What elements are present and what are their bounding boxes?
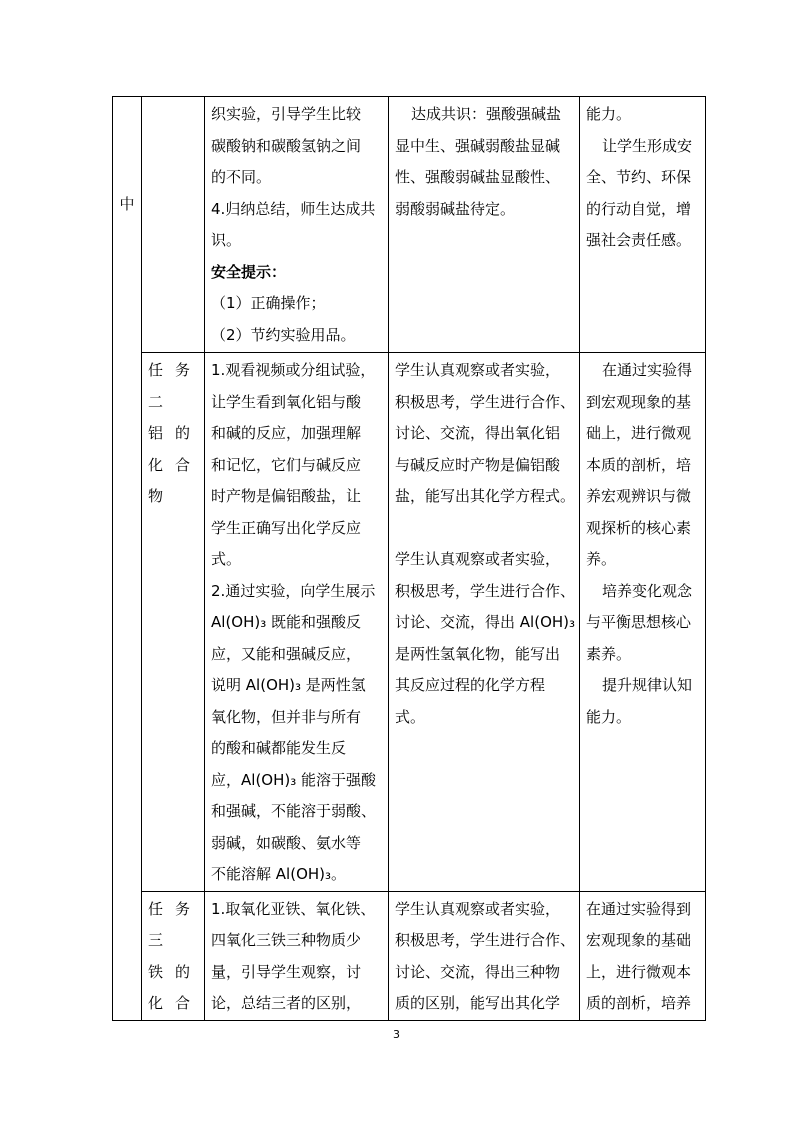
task-cell-empty — [142, 97, 205, 353]
text-line: 弱碱，如碳酸、氨水等 — [211, 833, 362, 852]
text-line: 养。 — [586, 550, 617, 568]
text-line: 识。 — [211, 231, 242, 249]
text-line: 强社会责任感。 — [586, 231, 692, 249]
task-cell — [142, 353, 205, 892]
text-line: 能力。 — [586, 707, 632, 726]
activity-cell — [205, 97, 389, 353]
text-line: 学生认真观察或者实验， — [395, 550, 561, 568]
text-line: 质的剖析，培养 — [586, 994, 692, 1012]
safety-title: 安全提示： — [211, 262, 287, 281]
text-line: 1.观看视频或分组试验， — [211, 361, 376, 379]
student-cell — [389, 353, 580, 892]
intent-cell — [580, 97, 706, 353]
text-line: 积极思考，学生进行合作、 — [395, 931, 576, 949]
task-label: 铝的 — [148, 424, 203, 442]
text-line: 不能溶解 Al(OH)₃。 — [211, 865, 347, 883]
text-line: 式。 — [211, 550, 242, 568]
text-line: 学生正确写出化学反应 — [211, 518, 362, 537]
text-line: 2.通过实验，向学生展示 — [211, 581, 376, 600]
text-line: 质的区别，能写出其化学 — [395, 994, 561, 1012]
text-line: 讨论、交流，得出氧化铝 — [395, 424, 561, 442]
activity-cell — [205, 891, 389, 1020]
text-line: 让学生看到氧化铝与酸 — [211, 392, 362, 411]
student-cell — [389, 891, 580, 1020]
text-line: 积极思考，学生进行合作、 — [395, 392, 576, 411]
intent-cell — [580, 891, 706, 1020]
text-line: 应，又能和强碱反应， — [211, 644, 362, 663]
text-line: 上，进行微观本 — [586, 962, 692, 981]
text-line: 本质的剖析，培 — [586, 455, 692, 474]
text-line: 学生认真观察或者实验， — [395, 899, 561, 918]
text-line: 和强碱，不能溶于弱酸、 — [211, 802, 377, 820]
task-label: 任务 — [148, 361, 203, 379]
text-line: 1.取氧化亚铁、氧化铁、 — [211, 899, 376, 918]
text-line: 讨论、交流，得出三种物 — [395, 962, 561, 981]
table-row — [113, 891, 706, 1020]
section-cell — [113, 97, 142, 1021]
task-cell — [142, 891, 205, 1020]
text-line: 与碱反应时产物是偏铝酸 — [395, 455, 561, 474]
intent-cell — [580, 353, 706, 892]
text-line: 达成共识：强酸强碱盐 — [411, 105, 562, 123]
text-line: 盐，能写出其化学方程式。 — [395, 487, 576, 505]
text-line: 其反应过程的化学方程 — [395, 676, 546, 694]
text-line: 础上，进行微观 — [586, 424, 692, 442]
text-line: 氧化物，但并非与所有 — [211, 707, 362, 726]
text-line: 在通过实验得到 — [586, 899, 692, 918]
task-label: 三 — [148, 931, 176, 949]
text-line: 到宏观现象的基 — [586, 392, 692, 411]
text-line: 积极思考，学生进行合作、 — [395, 581, 576, 600]
text-line: 学生认真观察或者实验， — [395, 361, 561, 379]
text-line: 宏观现象的基础 — [586, 931, 692, 949]
text-line: 时产物是偏铝酸盐，让 — [211, 487, 362, 505]
task-label: 任务 — [148, 899, 203, 918]
activity-cell — [205, 353, 389, 892]
task-label: 化合 — [148, 455, 203, 474]
table-row — [113, 97, 706, 353]
safety-item: （1）正确操作； — [211, 294, 326, 312]
text-line: 观探析的核心素 — [586, 518, 692, 537]
text-line: 提升规律认知 — [602, 676, 693, 694]
text-line: 织实验，引导学生比较 — [211, 105, 362, 123]
text-line: 素养。 — [586, 644, 632, 663]
text-line: 在通过实验得 — [602, 361, 693, 379]
text-line: 论，总结三者的区别， — [211, 994, 362, 1012]
text-line: 弱酸弱碱盐待定。 — [395, 199, 516, 218]
text-line: 能力。 — [586, 105, 632, 123]
text-line: 显中生、强碱弱酸盐显碱 — [395, 136, 561, 155]
text-line: 与平衡思想核心 — [586, 613, 692, 631]
safety-item: （2）节约实验用品。 — [211, 325, 356, 344]
text-line: 的行动自觉，增 — [586, 199, 692, 218]
text-line: 培养变化观念 — [602, 581, 693, 600]
task-label: 铁的 — [148, 962, 203, 981]
text-line: 碳酸钠和碳酸氢钠之间 — [211, 136, 362, 155]
spacer — [395, 513, 575, 545]
section-label: 中 — [119, 195, 135, 213]
text-line: Al(OH)₃ 既能和强酸反 — [211, 613, 362, 631]
text-line: 4.归纳总结，师生达成共 — [211, 199, 376, 218]
table-row — [113, 353, 706, 892]
task-label: 物 — [148, 487, 176, 505]
text-line: 性、强酸弱碱盐显酸性、 — [395, 168, 561, 186]
text-line: 量，引导学生观察，讨 — [211, 962, 362, 981]
text-line: 讨论、交流，得出 Al(OH)₃ — [395, 613, 576, 631]
text-line: 式。 — [395, 707, 426, 726]
text-line: 的酸和碱都能发生反 — [211, 739, 347, 757]
text-line: 和碱的反应，加强理解 — [211, 424, 362, 442]
text-line: 和记忆，它们与碱反应 — [211, 455, 362, 474]
text-line: 是两性氢氧化物，能写出 — [395, 644, 561, 663]
task-label: 化合 — [148, 994, 203, 1012]
page-number: 3 — [393, 1028, 400, 1041]
text-line: 全、节约、环保 — [586, 168, 692, 186]
lesson-plan-table — [112, 96, 706, 1021]
text-line: 让学生形成安 — [602, 136, 693, 155]
text-line: 应，Al(OH)₃ 能溶于强酸 — [211, 770, 377, 789]
text-line: 说明 Al(OH)₃ 是两性氢 — [211, 676, 366, 694]
text-line: 四氧化三铁三种物质少 — [211, 931, 362, 949]
text-line: 的不同。 — [211, 168, 272, 186]
text-line: 养宏观辨识与微 — [586, 487, 692, 505]
student-cell — [389, 97, 580, 353]
task-label: 二 — [148, 392, 176, 411]
